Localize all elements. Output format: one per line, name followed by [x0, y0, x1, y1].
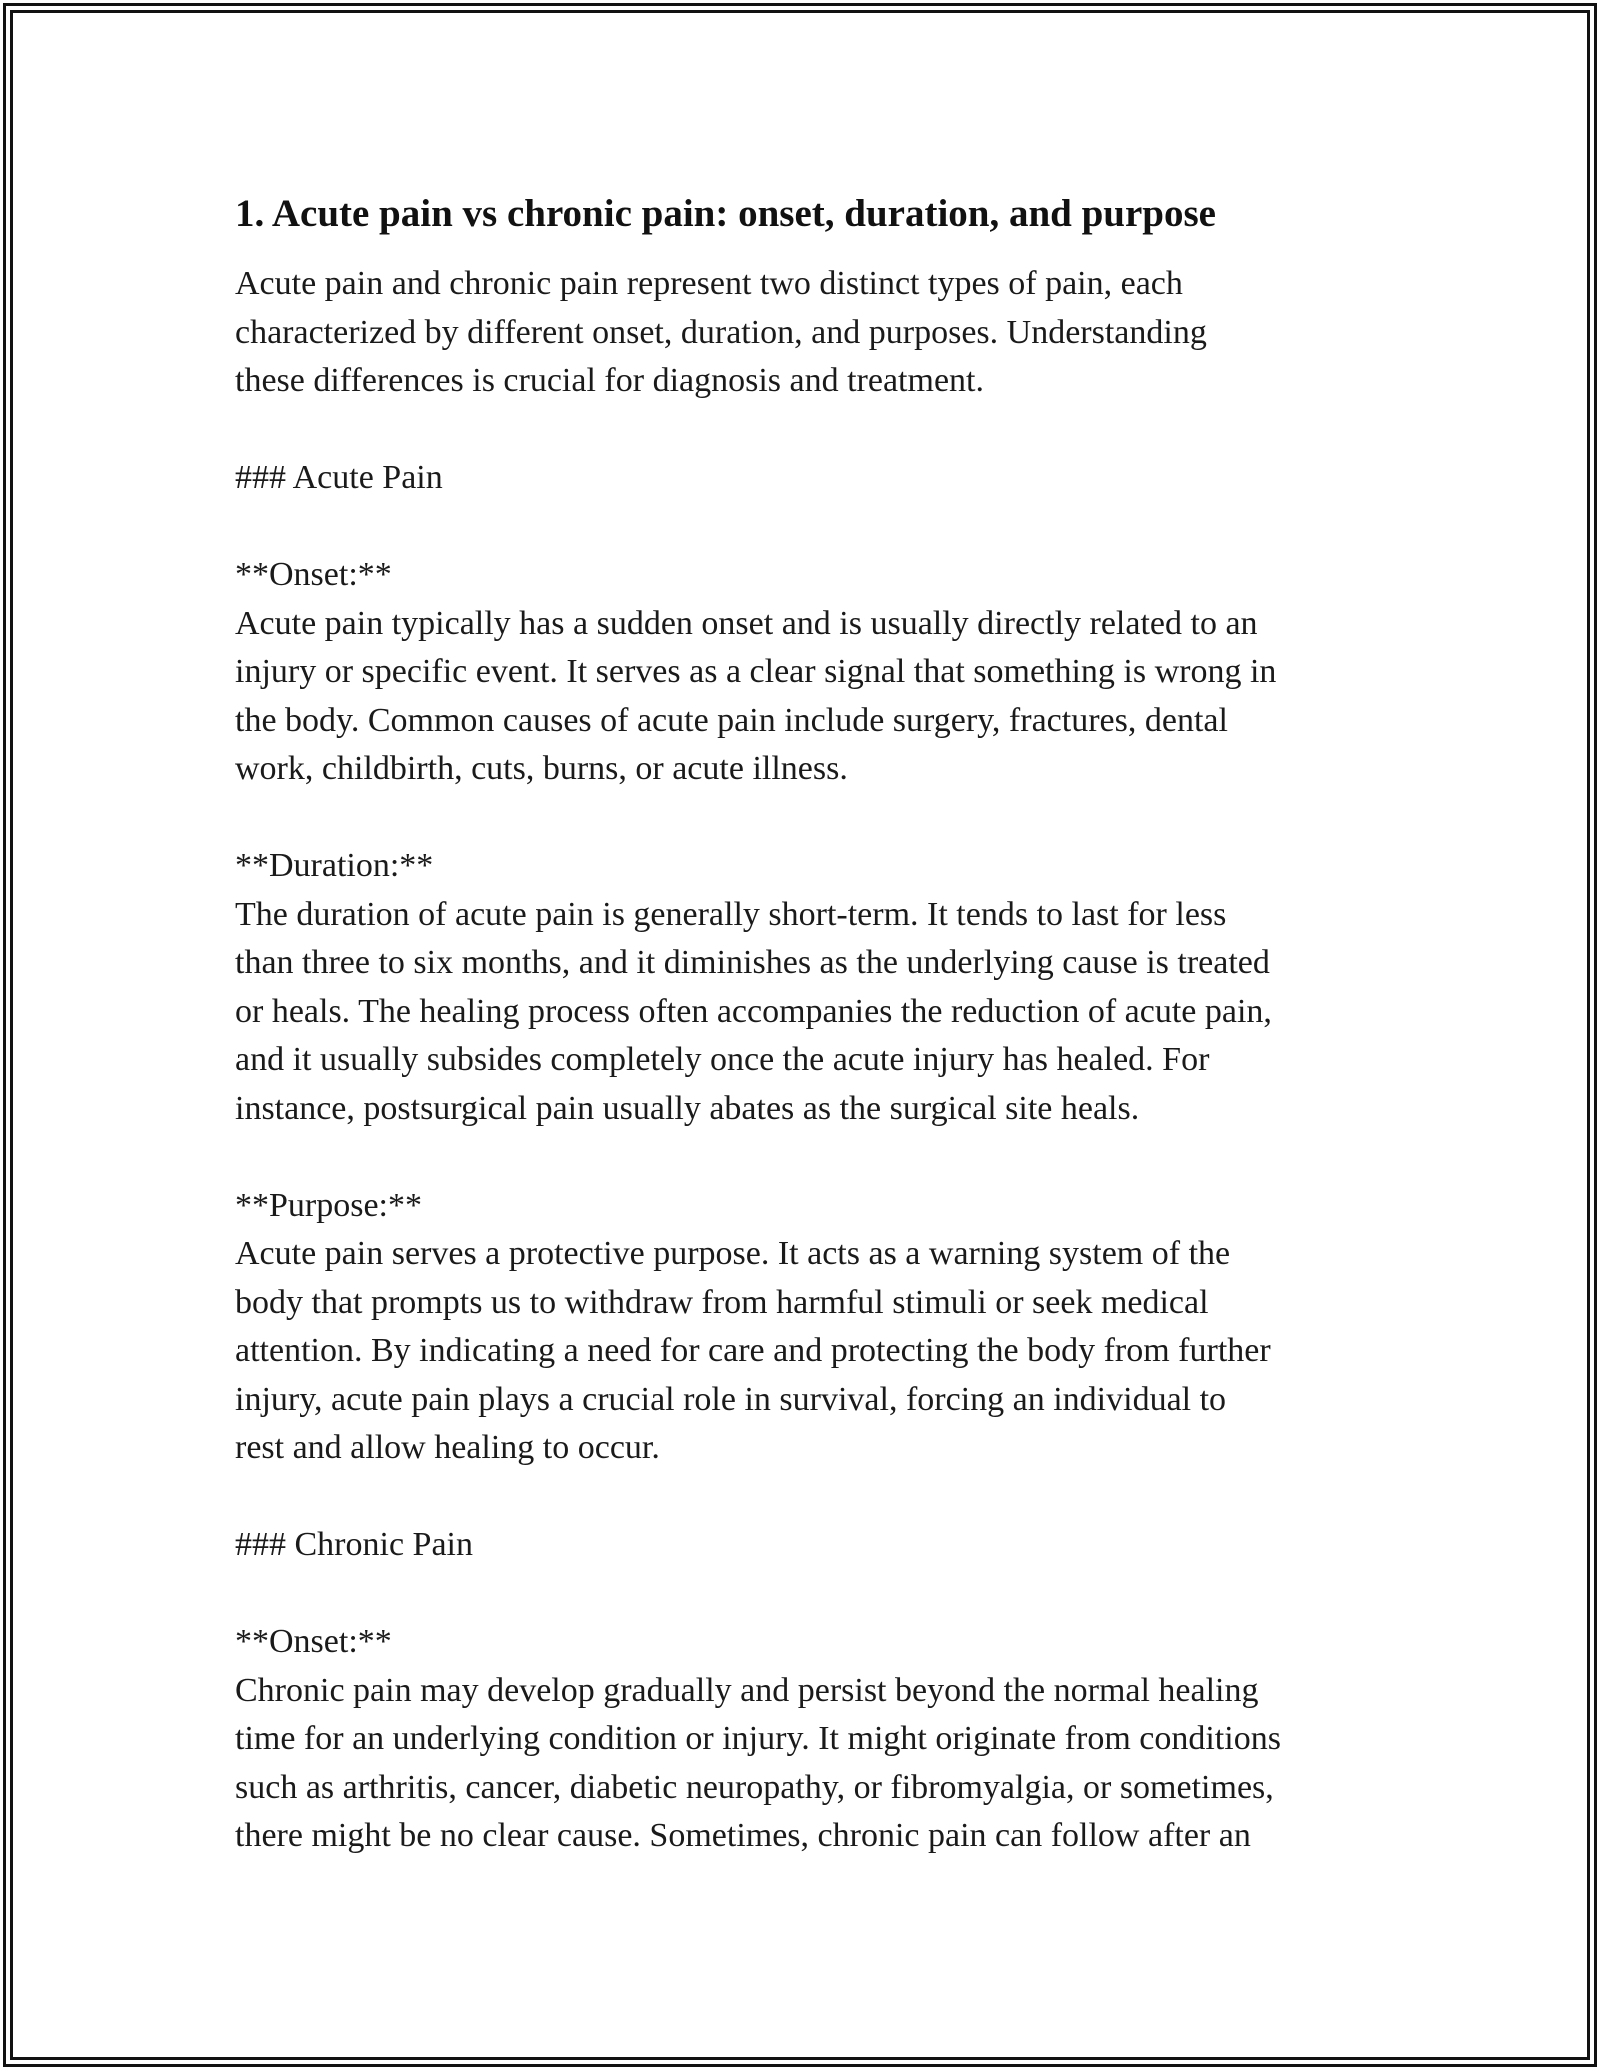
acute-purpose-section: **Purpose:** Acute pain serves a protective purpose. It acts as a warning system of the body that prompts us to withdraw from harmful stimuli or seek medical attention. By indicating a need for care and protecting the body from further injury, acute pain plays a crucial role in survival, forcing an individual to rest and allow healing to occur.	[235, 1186, 1271, 1466]
acute-pain-heading: ### Acute Pain	[235, 459, 443, 496]
page-title: 1. Acute pain vs chronic pain: onset, duration, and purpose	[235, 192, 1216, 235]
acute-duration-section: **Duration:** The duration of acute pain is generally short-term. It tends to last for less than three to six months, and it diminishes as the underlying cause is treated or heals. The healing process often accompanies the reduction of acute pain, and it usually subsides completely once the acute injury has healed. For instance, postsurgical pain usually abates as the surgical site heals.	[235, 847, 1272, 1127]
intro-paragraph: Acute pain and chronic pain represent two distinct types of pain, each characterized by different onset, duration, and purposes. Understanding these differences is crucial for diagnosis and treatment.	[235, 265, 1207, 399]
chronic-onset-section: **Onset:** Chronic pain may develop gradually and persist beyond the normal healing time for an underlying condition or injury. It might originate from conditions such as arthritis, cancer, diabetic neuropathy, or fibromyalgia, or sometimes, there might be no clear cause. Sometimes, chronic pain can follow after an	[235, 1623, 1281, 1854]
acute-onset-section: **Onset:** Acute pain typically has a sudden onset and is usually directly related to an injury or specific event. It serves as a clear signal that something is wrong in the body. Common causes of acute pain include surgery, fractures, dental work, childbirth, cuts, burns, or acute illness.	[235, 556, 1277, 787]
document-body	[235, 186, 1385, 1909]
chronic-pain-heading: ### Chronic Pain	[235, 1526, 473, 1563]
